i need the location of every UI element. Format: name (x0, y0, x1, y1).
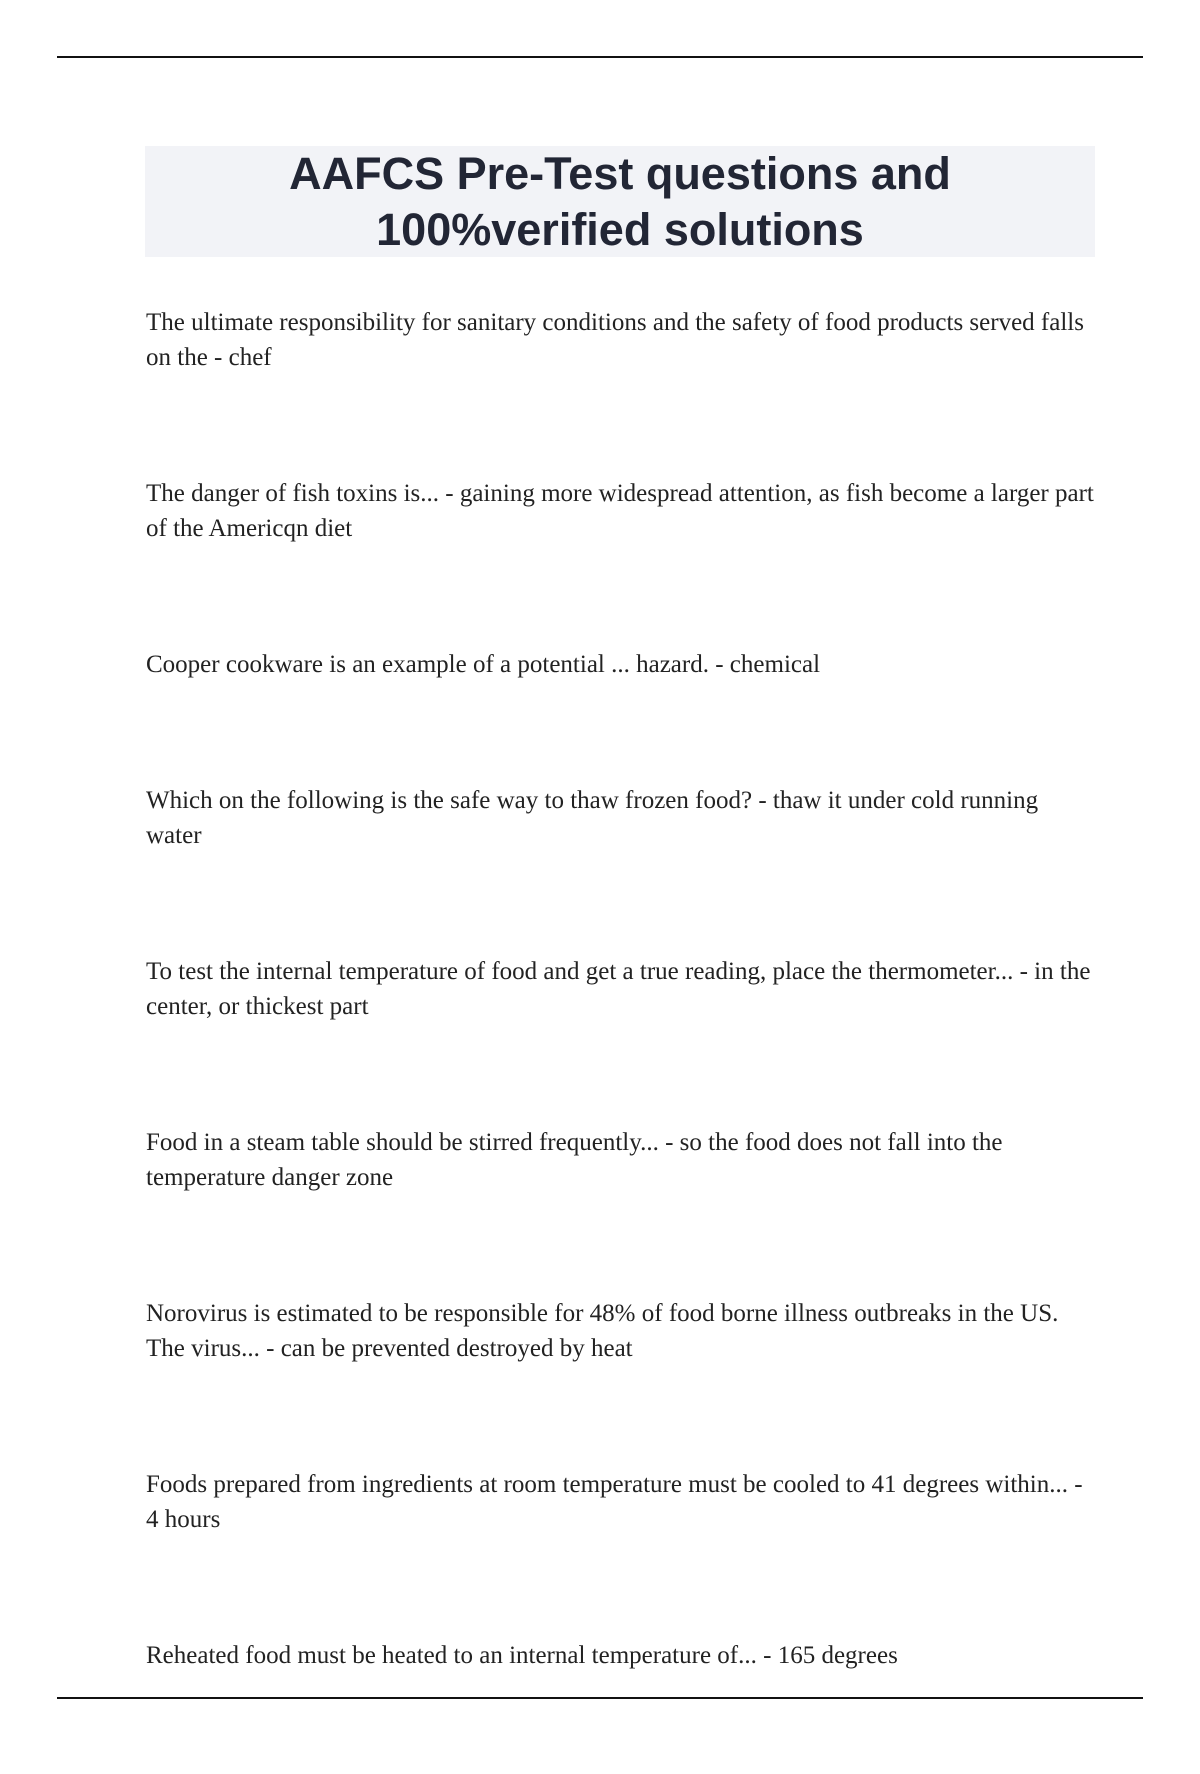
qa-item: Food in a steam table should be stirred frequently... - so the food does not fall into the temperature danger zone (146, 1129, 1003, 1191)
qa-item: To test the internal temperature of food and get a true reading, place the thermometer... - in the center, or thickest part (146, 958, 1091, 1020)
qa-list (146, 305, 1096, 1774)
qa-item: Reheated food must be heated to an internal temperature of... - 165 degrees (146, 1642, 898, 1669)
top-rule (57, 56, 1143, 58)
qa-item: Cooper cookware is an example of a potential ... hazard. - chemical (146, 651, 821, 678)
bottom-rule (57, 1697, 1143, 1699)
title-banner (145, 146, 1095, 257)
page-title: AAFCS Pre-Test questions and 100%verified solutions (289, 147, 951, 255)
qa-item: The ultimate responsibility for sanitary conditions and the safety of food products served falls on the - chef (146, 309, 1084, 371)
qa-item: Foods prepared from ingredients at room temperature must be cooled to 41 degrees within... - 4 hours (146, 1471, 1083, 1533)
qa-item: The danger of fish toxins is... - gaining more widespread attention, as fish become a larger part of the Americqn diet (146, 480, 1094, 542)
qa-item: Norovirus is estimated to be responsible for 48% of food borne illness outbreaks in the US. The virus... - can be prevented destroyed by heat (146, 1300, 1059, 1362)
qa-item: Which on the following is the safe way to thaw frozen food? - thaw it under cold running water (146, 787, 1039, 849)
